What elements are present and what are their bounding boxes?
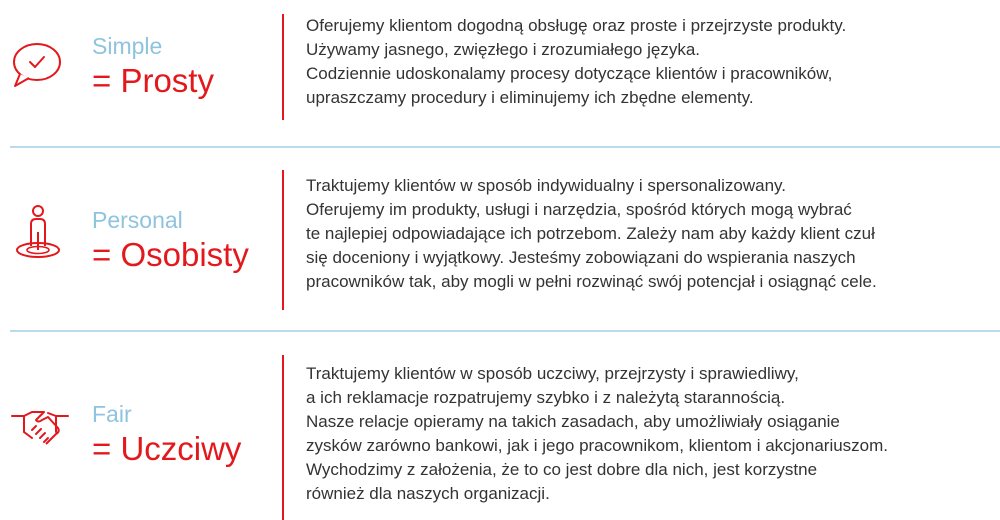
vertical-divider	[282, 170, 284, 310]
value-section-fair	[0, 338, 1000, 518]
polish-term: = Osobisty	[92, 236, 249, 273]
description-line: a ich reklamacje rozpatrujemy szybko i z należytą starannością.	[306, 388, 786, 407]
value-description	[306, 14, 846, 110]
section-separator	[10, 330, 1000, 332]
value-description	[306, 362, 888, 506]
description-line: Wychodzimy z założenia, że to co jest dobre dla nich, jest korzystne	[306, 460, 818, 479]
value-label	[92, 32, 214, 100]
description-line: się doceniony i wyjątkowy. Jesteśmy zobowiązani do wspierania naszych	[306, 248, 856, 267]
value-section-personal	[0, 150, 1000, 330]
description-line: pracowników tak, aby mogli w pełni rozwinąć swój potencjał i osiągnąć cele.	[306, 272, 877, 291]
person-on-target-icon	[14, 204, 62, 260]
vertical-divider	[282, 355, 284, 520]
english-term: Fair	[92, 401, 132, 427]
description-line: Oferujemy klientom dogodną obsługę oraz proste i przejrzyste produkty.	[306, 16, 847, 35]
description-line: Oferujemy im produkty, usługi i narzędzia, spośród których mogą wybrać	[306, 200, 852, 219]
description-line: zysków zarówno bankowi, jak i jego pracownikom, klientom i akcjonariuszom.	[306, 436, 889, 455]
description-line: upraszczamy procedury i eliminujemy ich zbędne elementy.	[306, 88, 754, 107]
english-term: Personal	[92, 207, 183, 233]
value-label	[92, 206, 249, 274]
value-description	[306, 174, 877, 294]
polish-term: = Uczciwy	[92, 430, 242, 467]
description-line: również dla naszych organizacji.	[306, 484, 550, 503]
description-line: te najlepiej odpowiadające ich potrzebom. Zależy nam aby każdy klient czuł	[306, 224, 875, 243]
description-line: Nasze relacje opieramy na takich zasadach, aby umożliwiały osiąganie	[306, 412, 840, 431]
section-separator	[10, 146, 1000, 148]
description-line: Używamy jasnego, zwięzłego i zrozumiałego języka.	[306, 40, 700, 59]
description-line: Codziennie udoskonalamy procesy dotyczące klientów i pracowników,	[306, 64, 833, 83]
handshake-icon	[10, 404, 70, 448]
speech-bubble-check-icon	[10, 40, 62, 90]
vertical-divider	[282, 14, 284, 120]
description-line: Traktujemy klientów w sposób uczciwy, przejrzysty i sprawiedliwy,	[306, 364, 799, 383]
english-term: Simple	[92, 33, 163, 59]
value-label	[92, 400, 241, 468]
description-line: Traktujemy klientów w sposób indywidualny i spersonalizowany.	[306, 176, 786, 195]
value-section-simple	[0, 0, 1000, 140]
polish-term: = Prosty	[92, 62, 214, 99]
